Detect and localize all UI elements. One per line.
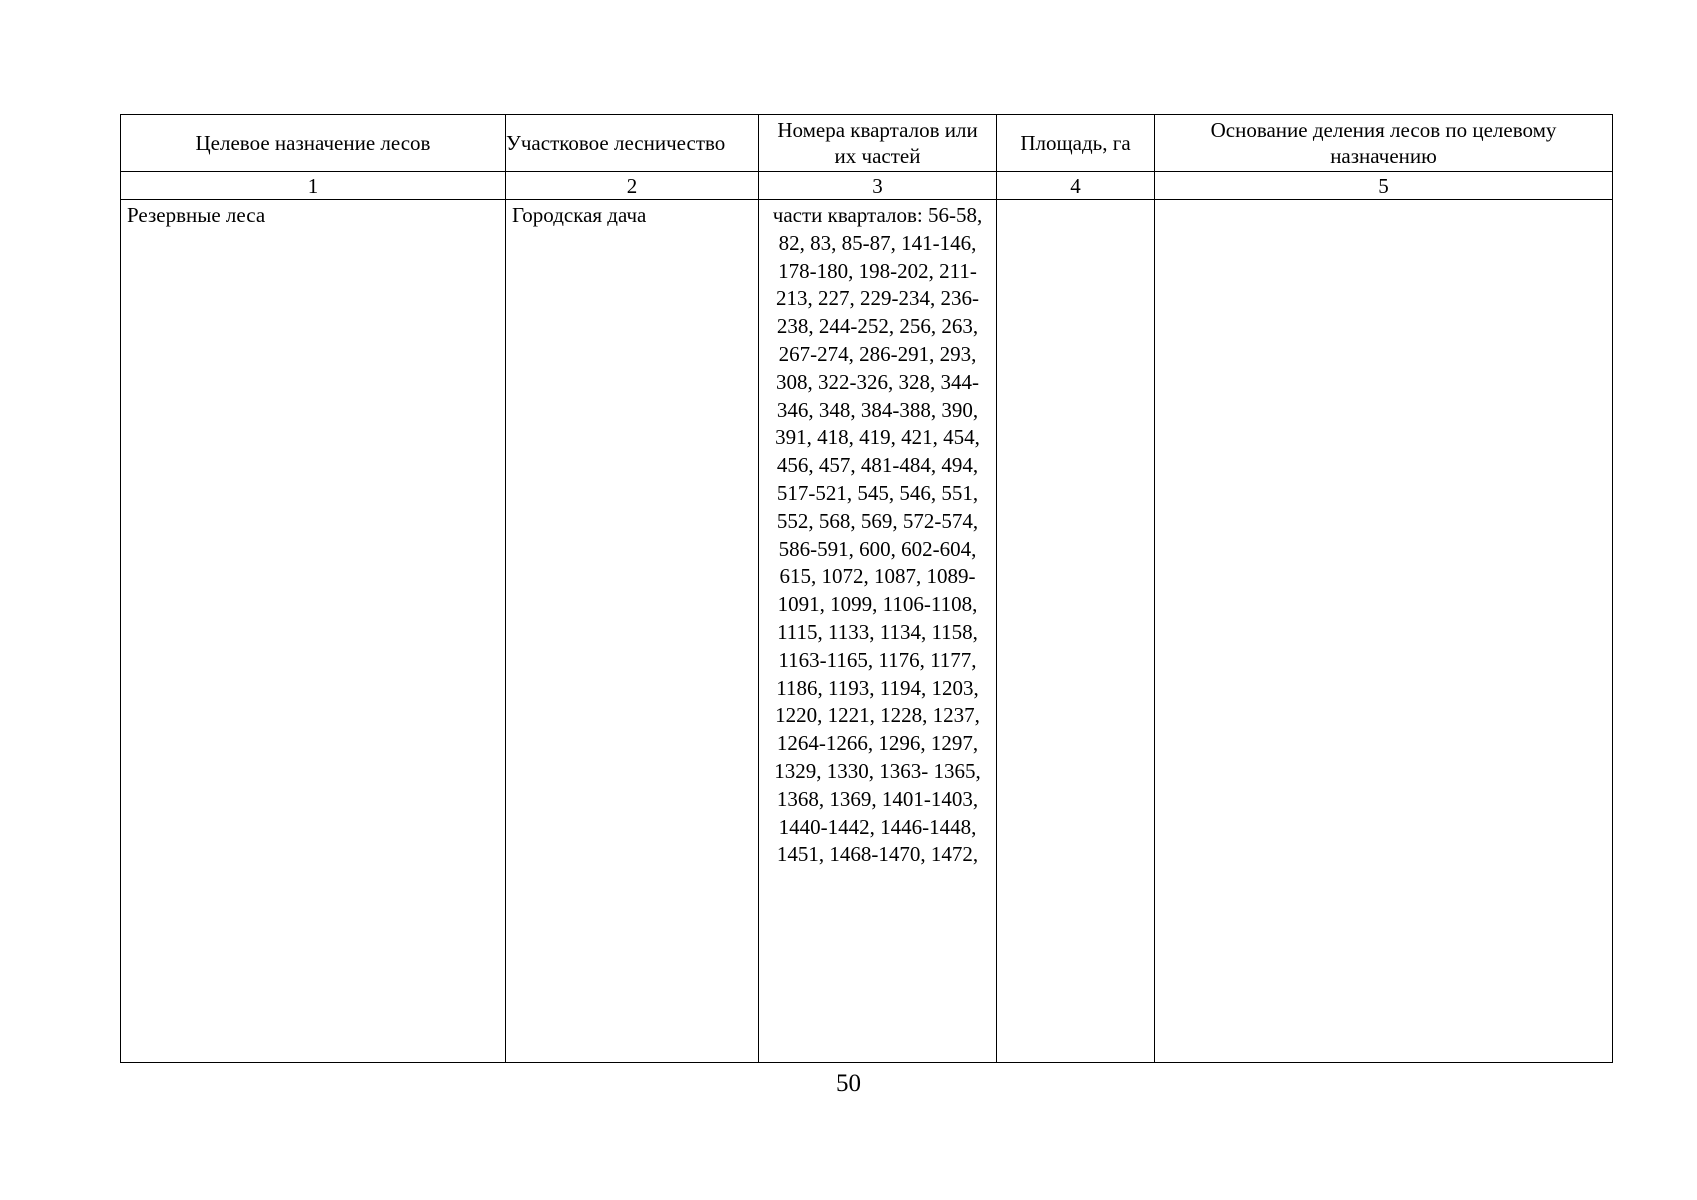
table-header-row: [121, 115, 1613, 172]
header-purpose: Целевое назначение лесов: [121, 115, 506, 172]
forest-purpose-table: [120, 114, 1613, 1063]
column-number: 4: [997, 172, 1155, 200]
column-number: 5: [1155, 172, 1613, 200]
row-purpose: Резервные леса: [121, 200, 506, 1063]
row-area: [997, 200, 1155, 1063]
header-area: Площадь, га: [997, 115, 1155, 172]
row-district: Городская дача: [506, 200, 759, 1063]
header-basis: Основание деления лесов по целевому назначению: [1155, 115, 1613, 172]
row-basis: [1155, 200, 1613, 1063]
column-number: 2: [506, 172, 759, 200]
column-number: 1: [121, 172, 506, 200]
page-number: 50: [836, 1070, 861, 1097]
column-number: 3: [759, 172, 997, 200]
row-quarters: части кварталов: 56-58, 82, 83, 85-87, 141-146, 178-180, 198-202, 211-213, 227, 229-234, 236-238, 244-252, 256, 263, 267-274, 286-291, 293, 308, 322-326, 328, 344-346, 348, 384-388, 390, 391, 418, 419, 421, 454, 456, 457, 481-484, 494, 517-521, 545, 546, 551, 552, 568, 569, 572-574, 586-591, 600, 602-604, 615, 1072, 1087, 1089-1091, 1099, 1106-1108, 1115, 1133, 1134, 1158, 1163-1165, 1176, 1177, 1186, 1193, 1194, 1203, 1220, 1221, 1228, 1237, 1264-1266, 1296, 1297, 1329, 1330, 1363- 1365, 1368, 1369, 1401-1403, 1440-1442, 1446-1448, 1451, 1468-1470, 1472,: [759, 200, 997, 1063]
column-number-row: [121, 172, 1613, 200]
header-quarters: Номера кварталов или их частей: [759, 115, 997, 172]
table-row: [121, 200, 1613, 1063]
header-district: Участковое лесничество: [506, 115, 759, 172]
